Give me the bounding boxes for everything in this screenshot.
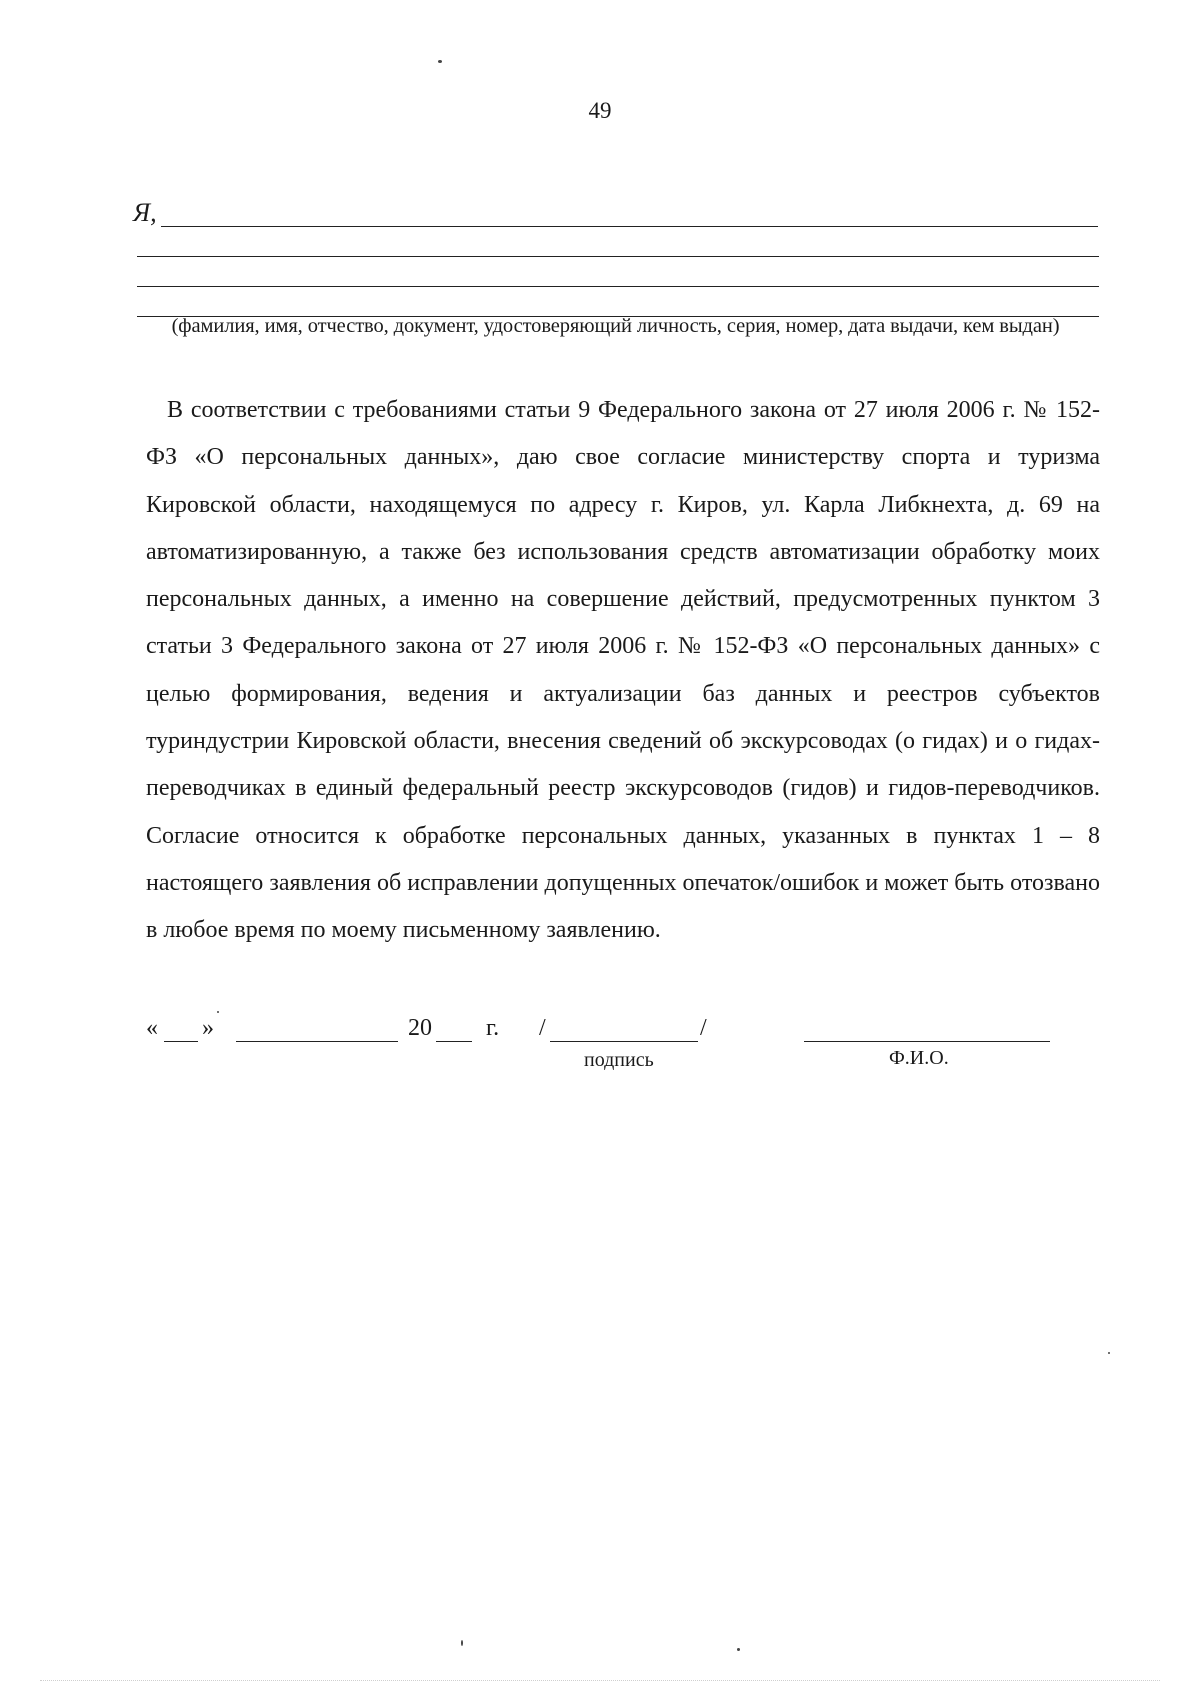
year-fill-line xyxy=(436,1041,472,1042)
date-close-quote: » xyxy=(202,1015,214,1041)
month-fill-line xyxy=(236,1041,398,1042)
signature-fill-line xyxy=(550,1041,698,1042)
scan-edge-dots xyxy=(40,1680,1160,1681)
applicant-fill-line-2 xyxy=(137,256,1099,257)
year-prefix: 20 xyxy=(408,1015,432,1041)
year-suffix: г. xyxy=(486,1015,500,1041)
consent-text xyxy=(146,387,1100,955)
date-open-quote: « xyxy=(146,1015,158,1041)
scan-speck xyxy=(438,60,442,63)
scan-speck xyxy=(461,1640,463,1646)
signature-label: подпись xyxy=(584,1049,654,1071)
consent-paragraph: В соответствии с требованиями статьи 9 Федерального закона от 27 июля 2006 г. № 152-ФЗ «О персональных данных», даю свое согласие министерству спорта и туризма Кировской области, находящемуся по адресу г. Киров, ул. Карла Либкнехта, д. 69 на автоматизированную, а также без использования средств автоматизации обработку моих персональных данных, а именно на совершение действий, предусмотренных пунктом 3 статьи 3 Федерального закона от 27 июля 2006 г. № 152-ФЗ «О персональных данных» с целью формирования, ведения и актуализации баз данных и реестров субъектов туриндустрии Кировской области, внесения сведений об экскурсоводах (о гидах) и о гидах-переводчиках в единый федеральный реестр экскурсоводов (гидов) и гидов-переводчиков. Согласие относится к обработке персональных данных, указанных в пунктах 1 – 8 настоящего заявления об исправлении допущенных опечаток/ошибок и может быть отозвано в любое время по моему письменному заявлению. xyxy=(146,397,1100,944)
day-fill-line xyxy=(164,1041,198,1042)
signature-slash-right: / xyxy=(700,1015,707,1041)
scan-speck xyxy=(217,1011,219,1013)
applicant-fill-line-3 xyxy=(137,286,1099,287)
signature-row xyxy=(146,1015,1106,1075)
scan-speck xyxy=(737,1648,740,1651)
ya-label: Я, xyxy=(133,198,157,227)
fio-label: Ф.И.О. xyxy=(889,1047,949,1069)
page-number: 49 xyxy=(588,98,612,123)
applicant-fill-line-1 xyxy=(161,226,1098,227)
applicant-fields-caption: (фамилия, имя, отчество, документ, удостоверяющий личность, серия, номер, дата выдачи, кем выдан) xyxy=(171,315,1060,337)
fio-fill-line xyxy=(804,1041,1050,1042)
applicant-name-row xyxy=(133,200,1098,230)
signature-slash-left: / xyxy=(539,1015,546,1041)
scan-speck xyxy=(1108,1352,1110,1354)
